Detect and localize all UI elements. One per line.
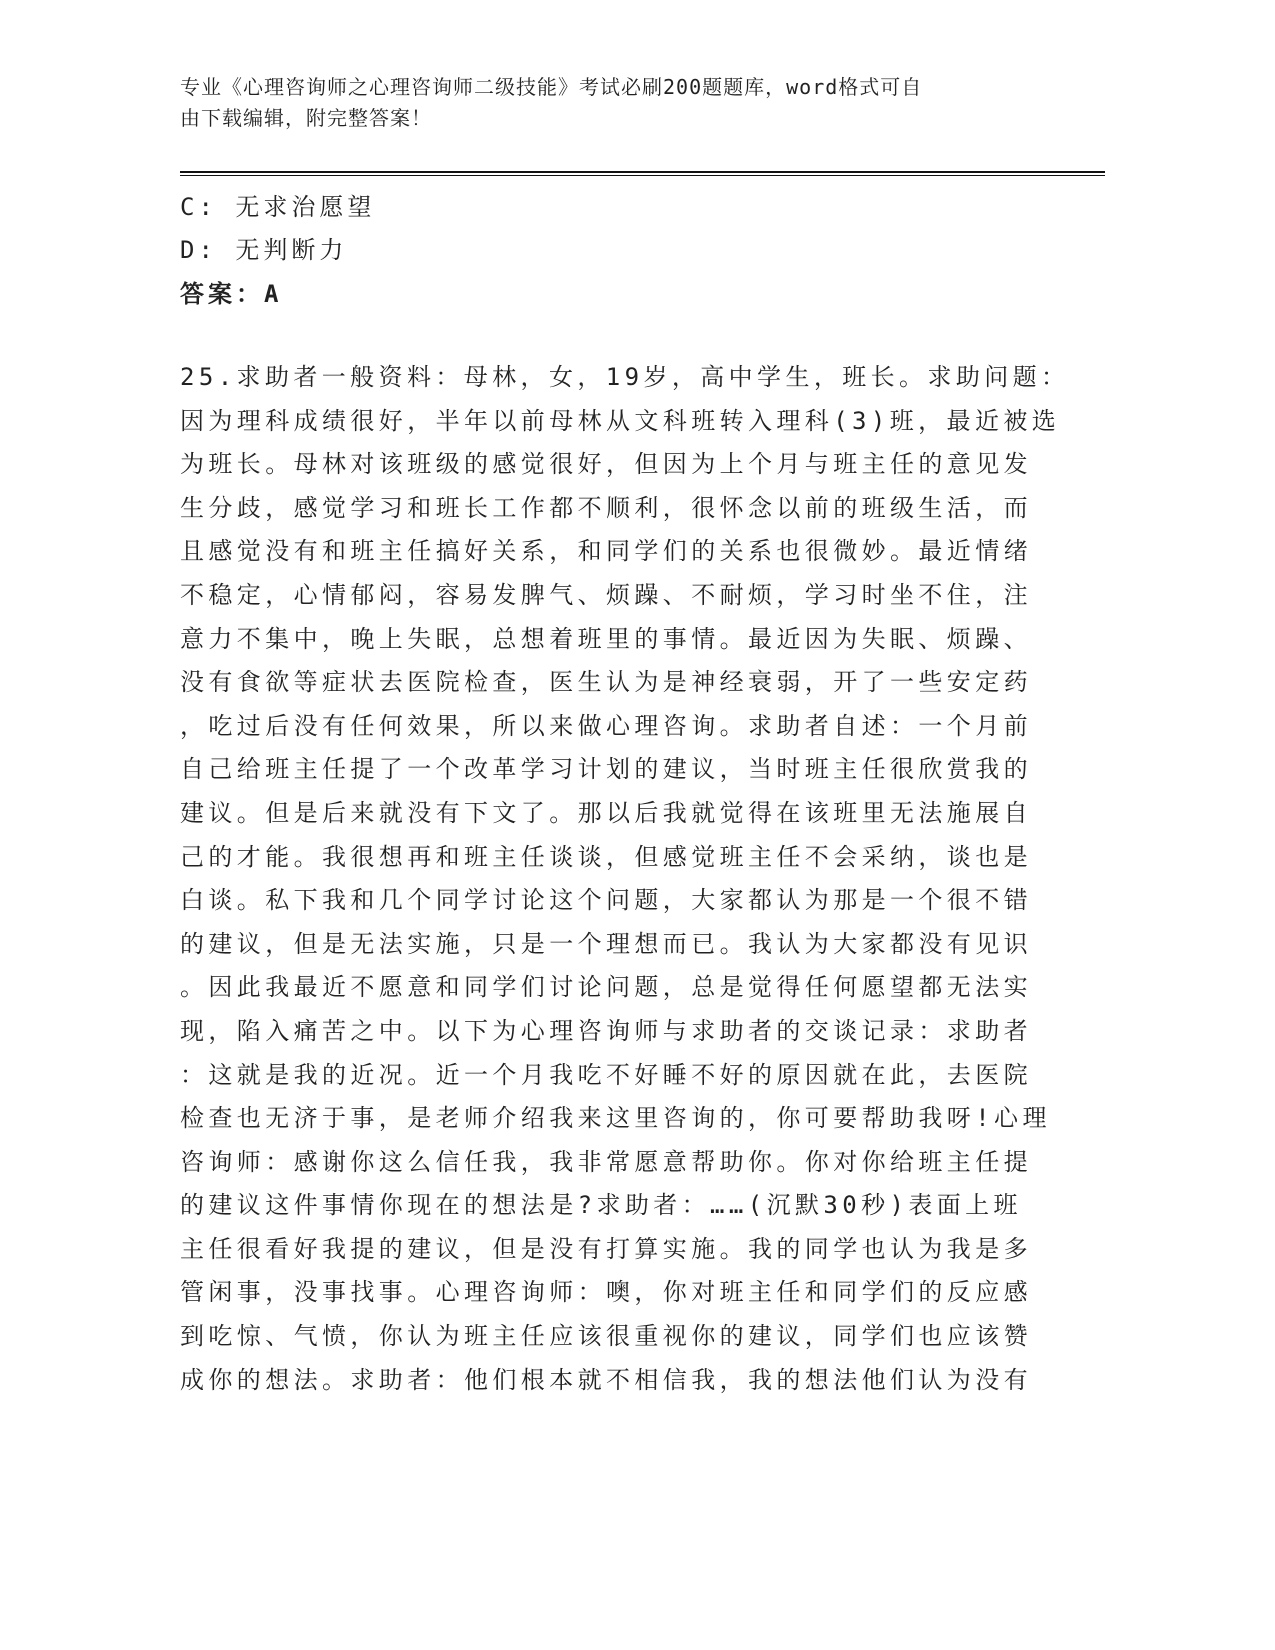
- question-line: 25.求助者一般资料：母林，女，19岁，高中学生，班长。求助问题：: [180, 363, 1070, 391]
- question-line: 没有食欲等症状去医院检查，医生认为是神经衰弱，开了一些安定药: [180, 668, 1032, 697]
- header-rule-bottom: [180, 175, 1105, 176]
- question-line: 主任很看好我提的建议，但是没有打算实施。我的同学也认为我是多: [180, 1234, 1032, 1263]
- question-line: 咨询师：感谢你这么信任我，我非常愿意帮助你。你对你给班主任提: [180, 1147, 1032, 1176]
- question-line: 白谈。私下我和几个同学讨论这个问题，大家都认为那是一个很不错: [180, 886, 1032, 915]
- question-line: 生分歧，感觉学习和班长工作都不顺利，很怀念以前的班级生活，而: [180, 493, 1032, 522]
- question-line: 己的才能。我很想再和班主任谈谈，但感觉班主任不会采纳，谈也是: [180, 842, 1032, 871]
- question-line: 到吃惊、气愤，你认为班主任应该很重视你的建议，同学们也应该赞: [180, 1322, 1032, 1351]
- header-line: 专业《心理咨询师之心理咨询师二级技能》考试必刷200题题库，word格式可自: [180, 75, 923, 99]
- question-line: 为班长。母林对该班级的感觉很好，但因为上个月与班主任的意见发: [180, 450, 1032, 479]
- question-line: 。因此我最近不愿意和同学们讨论问题，总是觉得任何愿望都无法实: [180, 973, 1032, 1002]
- question-line: 的建议这件事情你现在的想法是?求助者：……(沉默30秒)表面上班: [180, 1191, 1022, 1220]
- question-line: ，吃过后没有任何效果，所以来做心理咨询。求助者自述：一个月前: [180, 711, 1032, 740]
- question-line: 意力不集中，晚上失眠，总想着班里的事情。最近因为失眠、烦躁、: [180, 624, 1032, 653]
- question-line: 管闲事，没事找事。心理咨询师：噢，你对班主任和同学们的反应感: [180, 1278, 1032, 1307]
- header-rule-top: [180, 171, 1105, 173]
- answer-label: 答案：A: [180, 280, 283, 308]
- page-header: [180, 72, 922, 134]
- option-c: C: 无求治愿望: [180, 193, 376, 221]
- option-d: D: 无判断力: [180, 236, 348, 264]
- question-line: 成你的想法。求助者：他们根本就不相信我，我的想法他们认为没有: [180, 1365, 1032, 1394]
- question-line: 的建议，但是无法实施，只是一个理想而已。我认为大家都没有见识: [180, 929, 1032, 958]
- question-line: 不稳定，心情郁闷，容易发脾气、烦躁、不耐烦，学习时坐不住，注: [180, 580, 1032, 609]
- question-line: 检查也无济于事，是老师介绍我来这里咨询的，你可要帮助我呀!心理: [180, 1104, 1051, 1133]
- question-line: ：这就是我的近况。近一个月我吃不好睡不好的原因就在此，去医院: [180, 1060, 1032, 1089]
- question-line: 现，陷入痛苦之中。以下为心理咨询师与求助者的交谈记录：求助者: [180, 1016, 1032, 1045]
- question-line: 自己给班主任提了一个改革学习计划的建议，当时班主任很欣赏我的: [180, 755, 1032, 784]
- question-line: 且感觉没有和班主任搞好关系，和同学们的关系也很微妙。最近情绪: [180, 537, 1032, 566]
- question-line: 因为理科成绩很好，半年以前母林从文科班转入理科(3)班，最近被选: [180, 406, 1061, 435]
- question-body: [180, 356, 1069, 1402]
- header-line: 由下载编辑，附完整答案！: [180, 106, 432, 130]
- question-line: 建议。但是后来就没有下文了。那以后我就觉得在该班里无法施展自: [180, 798, 1032, 827]
